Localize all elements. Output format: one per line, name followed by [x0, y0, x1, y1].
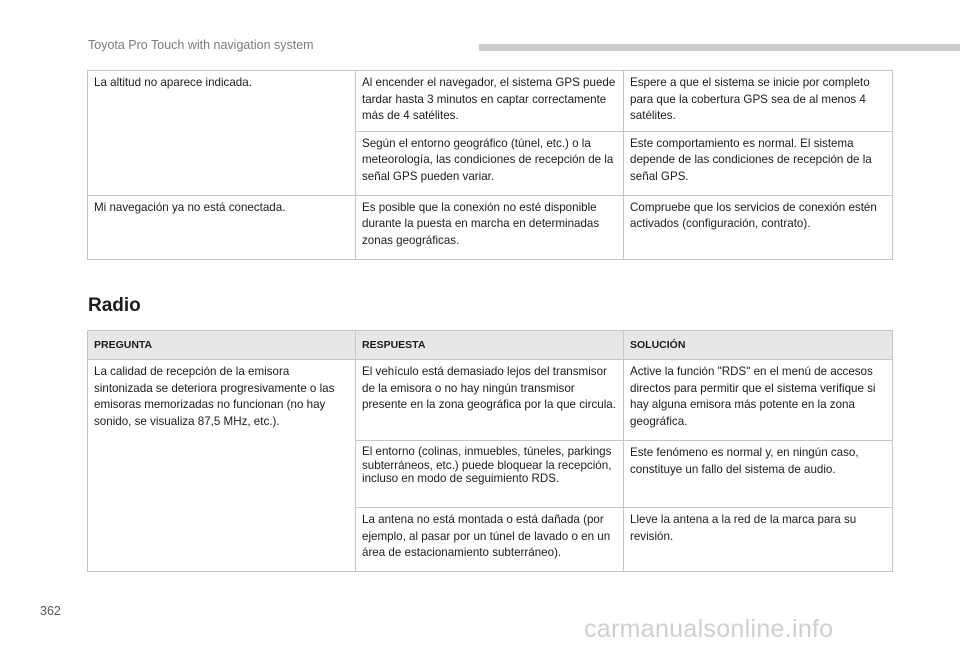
- column-header-solution: SOLUCIÓN: [624, 331, 893, 360]
- question-cell: La calidad de recepción de la emisora sintonizada se deteriora progresivamente o las emisoras memorizadas no funcionan (no hay sonido, se visualiza 87,5 MHz, etc.).: [88, 360, 356, 572]
- solution-cell: Espere a que el sistema se inicie por completo para que la cobertura GPS sea de al menos 4 satélites.: [624, 71, 893, 132]
- section-title-radio: Radio: [88, 295, 141, 316]
- solution-cell: Este fenómeno es normal y, en ningún caso, constituye un fallo del sistema de audio.: [624, 441, 893, 508]
- answer-cell: El entorno (colinas, inmuebles, túneles, parkings subterráneos, etc.) puede bloquear la recepción, incluso en modo de seguimiento RDS.: [356, 441, 624, 508]
- solution-cell: Compruebe que los servicios de conexión estén activados (configuración, contrato).: [624, 195, 893, 259]
- solution-cell: Lleve la antena a la red de la marca para su revisión.: [624, 508, 893, 572]
- answer-cell: La antena no está montada o está dañada (por ejemplo, al pasar por un túnel de lavado o en un área de estacionamiento subterráneo).: [356, 508, 624, 572]
- answer-cell: El vehículo está demasiado lejos del transmisor de la emisora o no hay ningún transmisor presente en la zona geográfica por la que circula.: [356, 360, 624, 441]
- header-accent-bar: [479, 44, 960, 51]
- answer-cell: Al encender el navegador, el sistema GPS puede tardar hasta 3 minutos en captar correctamente más de 4 satélites.: [356, 71, 624, 132]
- troubleshooting-table-navigation: [87, 70, 893, 260]
- document-header-title: Toyota Pro Touch with navigation system: [88, 38, 314, 52]
- troubleshooting-table-radio: [87, 330, 893, 572]
- column-header-question: PREGUNTA: [88, 331, 356, 360]
- table-row: [88, 360, 893, 441]
- solution-cell: Este comportamiento es normal. El sistema depende de las condiciones de recepción de la señal GPS.: [624, 131, 893, 195]
- watermark-text: carmanualsonline.info: [584, 615, 834, 643]
- question-cell: La altitud no aparece indicada.: [88, 71, 356, 196]
- solution-cell: Active la función "RDS" en el menú de accesos directos para permitir que el sistema verifique si hay alguna emisora más potente en la zona geográfica.: [624, 360, 893, 441]
- question-cell: Mi navegación ya no está conectada.: [88, 195, 356, 259]
- page-number: 362: [40, 604, 61, 618]
- table-row: [88, 71, 893, 132]
- column-header-answer: RESPUESTA: [356, 331, 624, 360]
- answer-cell: Según el entorno geográfico (túnel, etc.) o la meteorología, las condiciones de recepción de la señal GPS pueden variar.: [356, 131, 624, 195]
- table-header-row: [88, 331, 893, 360]
- table-row: [88, 195, 893, 259]
- answer-cell: Es posible que la conexión no esté disponible durante la puesta en marcha en determinadas zonas geográficas.: [356, 195, 624, 259]
